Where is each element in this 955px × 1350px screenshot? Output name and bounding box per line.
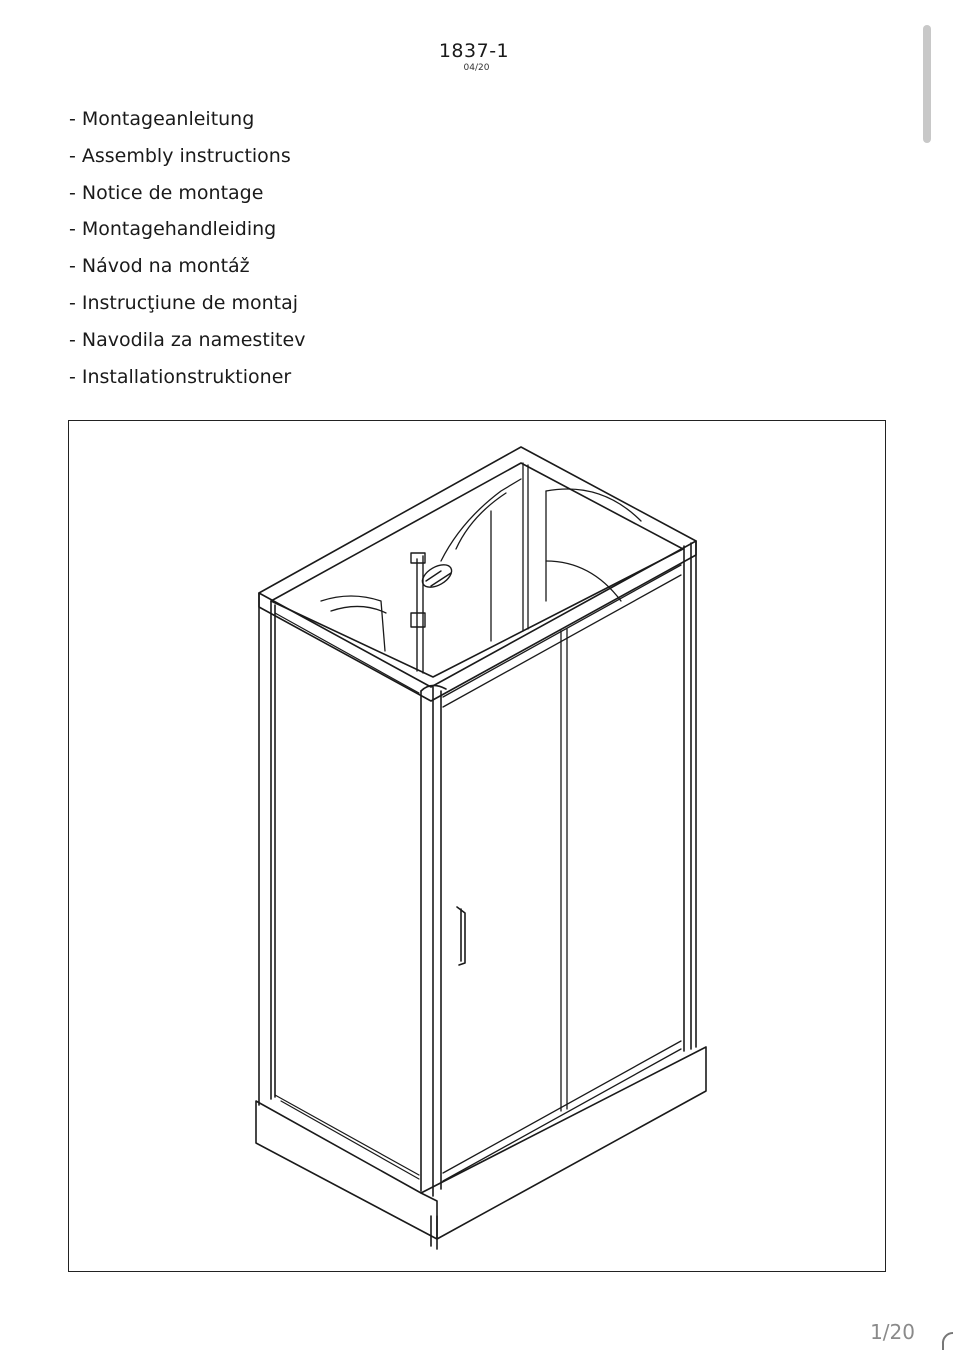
front-sliding-doors [443, 565, 681, 1181]
title-dash: - [69, 365, 76, 388]
left-side-panel [275, 613, 419, 1179]
title-item [69, 359, 305, 396]
cabin-top-frame [259, 447, 696, 701]
title-text: Návod na montáž [81, 255, 250, 278]
title-dash: - [69, 181, 76, 204]
title-text: Installationstruktioner [81, 365, 292, 388]
title-text: Notice de montage [81, 181, 264, 204]
title-text: Montagehandleiding [81, 218, 277, 241]
title-item [69, 138, 305, 175]
document-date: 04/20 [463, 63, 490, 73]
scrollbar-thumb[interactable] [923, 25, 931, 143]
title-text: Instrucţiune de montaj [81, 291, 299, 314]
right-back-post [684, 541, 696, 1051]
title-item [69, 285, 305, 322]
document-number: 1837-1 [438, 40, 510, 62]
title-text: Montageanleitung [81, 108, 255, 130]
door-handle-icon[interactable] [457, 907, 465, 965]
title-item [69, 175, 305, 212]
corner-post [421, 685, 446, 1196]
title-item [69, 248, 305, 285]
title-dash: - [69, 108, 76, 130]
page-indicator: 1/20 [870, 1320, 915, 1344]
title-text: Navodila za namestitev [81, 328, 306, 351]
shower-cabin-illustration [69, 421, 885, 1271]
title-item [69, 101, 305, 138]
cabin-back-walls [321, 463, 641, 651]
title-dash: - [69, 255, 76, 278]
title-text: Assembly instructions [81, 144, 291, 167]
left-front-post [259, 593, 275, 1105]
title-item [69, 322, 305, 359]
shower-tray [256, 1047, 706, 1249]
shower-head-icon [411, 553, 455, 673]
title-dash: - [69, 218, 76, 241]
loading-arc-icon [939, 1330, 955, 1350]
instruction-titles-list [69, 101, 305, 395]
title-dash: - [69, 291, 76, 314]
figure-frame [68, 420, 886, 1272]
title-dash: - [69, 328, 76, 351]
title-item [69, 211, 305, 248]
title-dash: - [69, 144, 76, 167]
